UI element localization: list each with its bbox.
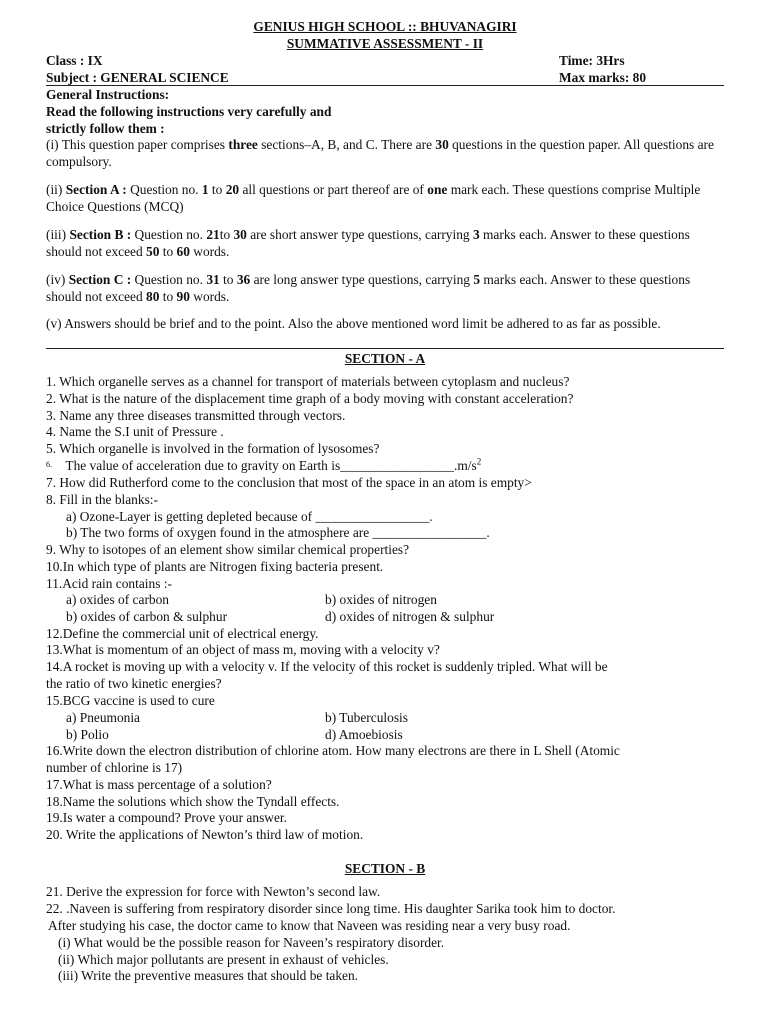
question-22-line2: After studying his case, the doctor came to know that Naveen was residing near a very busy road. xyxy=(48,918,571,933)
instruction-iv-from: 31 xyxy=(206,272,220,287)
question-15: 15.BCG vaccine is used to cure xyxy=(46,693,215,708)
instruction-iv-to: to xyxy=(219,272,237,287)
instruction-ii-prefix: (ii) xyxy=(46,182,66,197)
question-10: 10.In which type of plants are Nitrogen fixing bacteria present. xyxy=(46,559,384,574)
question-1: 1. Which organelle serves as a channel for transport of materials between cytoplasm and nucleus? xyxy=(46,374,570,389)
instruction-iv-text3: marks each. Answer to these questions should not exceed xyxy=(46,272,691,304)
instruction-iv-section: Section C : xyxy=(68,272,132,287)
question-6-text: The value of acceleration due to gravity on Earth is_________________.m/s xyxy=(65,458,477,473)
instruction-i-text: (i) This question paper comprises xyxy=(46,137,229,152)
question-7: 7. How did Rutherford come to the conclusion that most of the space in an atom is empty> xyxy=(46,475,532,490)
instruction-iii-text2: are short answer type questions, carrying xyxy=(246,227,473,242)
question-19: 19.Is water a compound? Prove your answer. xyxy=(46,810,287,825)
instruction-iii-text3: marks each. Answer to these questions should not exceed xyxy=(46,227,690,259)
instruction-iv-min: 80 xyxy=(146,288,160,304)
question-11-option-b: b) oxides of nitrogen xyxy=(325,592,437,607)
instruction-ii-section: Section A : xyxy=(65,182,127,197)
instruction-iii-min: 50 xyxy=(146,243,160,259)
instruction-i-text3: questions in the question paper. All questions are compulsory. xyxy=(46,137,714,169)
instructions-read-line1: Read the following instructions very carefully and xyxy=(46,104,332,119)
question-8-b: b) The two forms of oxygen found in the atmosphere are _________________. xyxy=(66,525,490,540)
question-22-part-iii: (iii) Write the preventive measures that should be taken. xyxy=(58,968,359,983)
instruction-iii-to: to xyxy=(219,227,234,242)
instructions-title: General Instructions: xyxy=(46,87,170,102)
question-22-part-i: (i) What would be the possible reason for Naveen’s respiratory disorder. xyxy=(58,935,445,950)
question-3: 3. Name any three diseases transmitted through vectors. xyxy=(46,408,346,423)
question-15-option-d: d) Amoebiosis xyxy=(325,727,403,742)
question-8: 8. Fill in the blanks:- xyxy=(46,492,158,507)
instruction-i-text2: sections–A, B, and C. There are xyxy=(257,137,436,152)
question-9: 9. Why to isotopes of an element show similar chemical properties? xyxy=(46,542,410,557)
question-15-option-b: b) Tuberculosis xyxy=(325,710,408,725)
header-divider xyxy=(46,85,724,86)
instruction-ii-to: to xyxy=(208,182,226,197)
question-6 xyxy=(46,458,481,475)
instruction-iii-marks: 3 xyxy=(472,227,480,242)
instruction-ii-marks: one xyxy=(427,182,448,197)
instruction-iii-end: 30 xyxy=(233,227,247,242)
instruction-i xyxy=(46,137,718,171)
instruction-iii xyxy=(46,227,718,261)
question-15-option-a: a) Pneumonia xyxy=(66,710,141,725)
question-22-part-ii: (ii) Which major pollutants are present in exhaust of vehicles. xyxy=(58,952,389,967)
instruction-iii-from: 21 xyxy=(206,227,220,242)
section-b-title: SECTION - B xyxy=(344,861,426,876)
instruction-iii-text: Question no. xyxy=(131,227,207,242)
time-label: Time: 3Hrs xyxy=(559,53,625,68)
school-name: GENIUS HIGH SCHOOL :: BHUVANAGIRI xyxy=(253,19,517,34)
instruction-ii-from: 1 xyxy=(201,182,209,197)
question-21: 21. Derive the expression for force with Newton’s second law. xyxy=(46,884,381,899)
instruction-iv-to2: to xyxy=(159,288,177,304)
question-22-line1: 22. .Naveen is suffering from respiratory disorder since long time. His daughter Sarika took him to doctor. xyxy=(46,901,616,916)
question-11-option-d: d) oxides of nitrogen & sulphur xyxy=(325,609,495,624)
question-11-option-a: a) oxides of carbon xyxy=(66,592,169,607)
question-12: 12.Define the commercial unit of electrical energy. xyxy=(46,626,319,641)
instruction-iii-to2: to xyxy=(159,243,177,259)
question-2: 2. What is the nature of the displacement time graph of a body moving with constant acceleration? xyxy=(46,391,574,406)
instruction-iv-prefix: (iv) xyxy=(46,272,69,287)
instruction-iv-text: Question no. xyxy=(131,272,207,287)
question-11-option-c: b) oxides of carbon & sulphur xyxy=(66,609,228,624)
question-4: 4. Name the S.I unit of Pressure . xyxy=(46,424,224,439)
instruction-ii-text3: mark each. These questions comprise Multiple Choice Questions (MCQ) xyxy=(46,182,701,214)
question-18: 18.Name the solutions which show the Tyndall effects. xyxy=(46,794,340,809)
section-a-title: SECTION - A xyxy=(344,351,426,366)
question-11: 11.Acid rain contains :- xyxy=(46,576,172,591)
max-marks-label: Max marks: 80 xyxy=(559,70,647,85)
instruction-ii xyxy=(46,182,718,216)
question-20: 20. Write the applications of Newton’s third law of motion. xyxy=(46,827,364,842)
instruction-i-bold-count: 30 xyxy=(435,137,449,152)
instruction-iv-text2: are long answer type questions, carrying xyxy=(250,272,474,287)
instruction-iv-marks: 5 xyxy=(473,272,481,287)
instruction-iv-max: 90 xyxy=(176,288,190,304)
instructions-divider xyxy=(46,348,724,349)
question-16-line2: number of chlorine is 17) xyxy=(46,760,183,775)
question-6-exponent: 2 xyxy=(476,456,482,467)
instructions-read-line2: strictly follow them : xyxy=(46,121,165,136)
question-16-line1: 16.Write down the electron distribution of chlorine atom. How many electrons are there in L Shell (Atomic xyxy=(46,743,620,758)
question-8-a: a) Ozone-Layer is getting depleted because of _________________. xyxy=(66,509,433,524)
instruction-iv-end: 36 xyxy=(236,272,251,287)
instruction-iv xyxy=(46,272,718,306)
instruction-ii-text: Question no. xyxy=(126,182,202,197)
subject-label: Subject : GENERAL SCIENCE xyxy=(46,70,229,85)
instruction-iii-section: Section B : xyxy=(69,227,132,242)
exam-title: SUMMATIVE ASSESSMENT - II xyxy=(286,36,484,51)
instruction-iii-words: words. xyxy=(189,243,230,259)
instruction-v: (v) Answers should be brief and to the point. Also the above mentioned word limit be adhered to as far as possible. xyxy=(46,316,661,331)
question-17: 17.What is mass percentage of a solution? xyxy=(46,777,272,792)
question-6-number: 6. xyxy=(46,460,52,469)
question-14-line1: 14.A rocket is moving up with a velocity v. If the velocity of this rocket is suddenly tripled. What will be xyxy=(46,659,608,674)
instruction-iii-prefix: (iii) xyxy=(46,227,70,242)
instruction-ii-end: 20 xyxy=(225,182,240,197)
instruction-iv-words: words. xyxy=(189,288,230,304)
class-label: Class : IX xyxy=(46,53,103,68)
instruction-iii-max: 60 xyxy=(176,243,190,259)
instruction-i-bold-sections: three xyxy=(228,137,258,152)
question-5: 5. Which organelle is involved in the formation of lysosomes? xyxy=(46,441,380,456)
question-15-option-c: b) Polio xyxy=(66,727,109,742)
question-14-line2: the ratio of two kinetic energies? xyxy=(46,676,222,691)
question-13: 13.What is momentum of an object of mass m, moving with a velocity v? xyxy=(46,642,440,657)
instruction-ii-text2: all questions or part thereof are of xyxy=(239,182,428,197)
